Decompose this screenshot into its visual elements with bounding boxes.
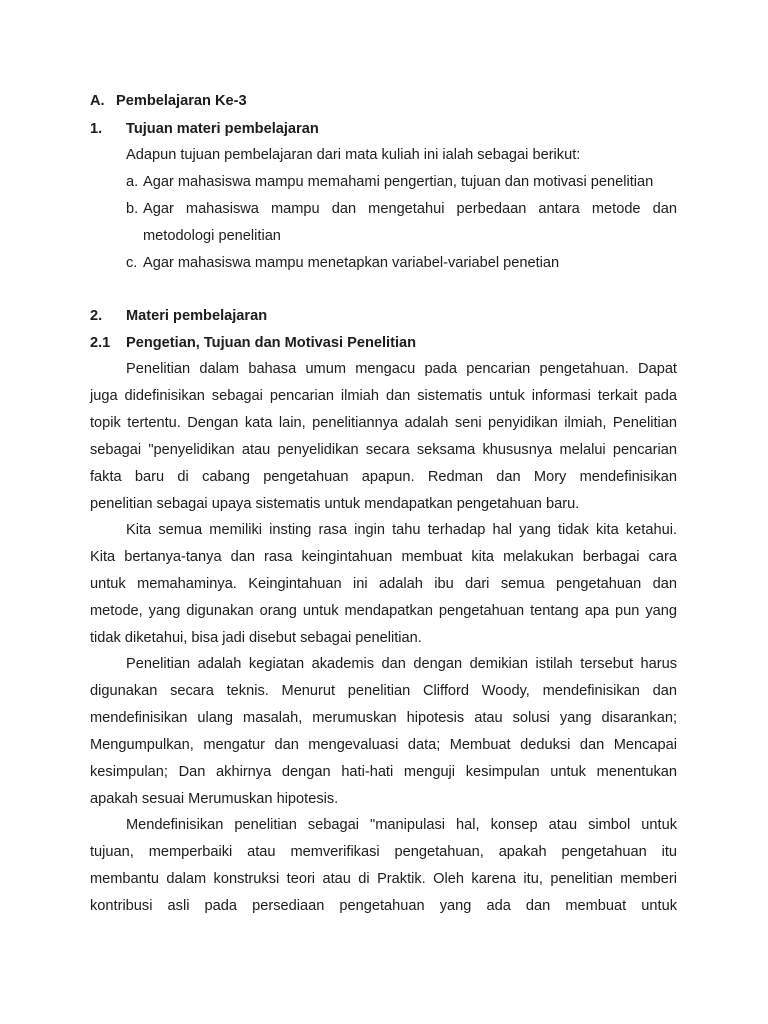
paragraph-4-line: kontribusi asli pada persediaan pengetahuan yang ada dan membuat untuk <box>90 898 677 914</box>
paragraph-1-line: penelitian sebagai upaya sistematis untuk mendapatkan pengetahuan baru. <box>90 496 580 512</box>
paragraph-1-line: juga didefinisikan sebagai pencarian ilmiah dan sistematis untuk informasi terkait pada <box>90 388 677 404</box>
paragraph-3-line: Mengumpulkan, mengatur dan mengevaluasi data; Membuat deduksi dan Mencapai <box>90 737 677 753</box>
section-1-title: Tujuan materi pembelajaran <box>126 121 319 137</box>
section-1-intro: Adapun tujuan pembelajaran dari mata kuliah ini ialah sebagai berikut: <box>126 147 581 163</box>
list-item-a-text: Agar mahasiswa mampu memahami pengertian, tujuan dan motivasi penelitian <box>143 174 654 190</box>
paragraph-1-line: fakta baru di cabang pengetahuan apapun. Redman dan Mory mendefinisikan <box>90 469 677 485</box>
list-item-b-text-line2: metodologi penelitian <box>143 228 281 244</box>
paragraph-3-line: digunakan secara teknis. Menurut penelitian Clifford Woody, mendefinisikan dan <box>90 683 677 699</box>
paragraph-3-line: Penelitian adalah kegiatan akademis dan dengan demikian istilah tersebut harus <box>126 656 677 672</box>
list-item-c-text: Agar mahasiswa mampu menetapkan variabel-variabel penetian <box>143 255 560 271</box>
paragraph-4-line: tujuan, memperbaiki atau memverifikasi pengetahuan, apakah pengetahuan itu <box>90 844 677 860</box>
paragraph-2-line: Kita bertanya-tanya dan rasa keingintahuan membuat kita melakukan berbagai cara <box>90 549 677 565</box>
paragraph-1-line: sebagai "penyelidikan atau penyelidikan secara seksama khususnya melalui pencarian <box>90 442 677 458</box>
paragraph-2-line: untuk memahaminya. Keingintahuan ini adalah ibu dari semua pengetahuan dan <box>90 576 677 592</box>
section-a-marker: A. <box>90 93 105 109</box>
section-2-title: Materi pembelajaran <box>126 308 268 324</box>
section-1-number: 1. <box>90 121 103 137</box>
paragraph-3-line: mendefinisikan ulang masalah, merumuskan hipotesis atau solusi yang disarankan; <box>90 710 677 726</box>
paragraph-3-line: apakah sesuai Merumuskan hipotesis. <box>90 791 339 807</box>
paragraph-4-line: Mendefinisikan penelitian sebagai "manipulasi hal, konsep atau simbol untuk <box>126 817 677 833</box>
paragraph-2-line: Kita semua memiliki insting rasa ingin tahu terhadap hal yang tidak kita ketahui. <box>126 522 677 538</box>
paragraph-2-line: tidak diketahui, bisa jadi disebut sebagai penelitian. <box>90 630 422 646</box>
paragraph-3-line: kesimpulan; Dan akhirnya dengan hati-hati menguji kesimpulan untuk menentukan <box>90 764 677 780</box>
section-a-title: Pembelajaran Ke-3 <box>116 93 247 109</box>
paragraph-1-line: Penelitian dalam bahasa umum mengacu pada pencarian pengetahuan. Dapat <box>126 361 677 377</box>
section-2-1-number: 2.1 <box>90 335 111 351</box>
paragraph-2-line: metode, yang digunakan orang untuk mendapatkan pengetahuan tentang apa pun yang <box>90 603 677 619</box>
paragraph-4-line: membantu dalam konstruksi teori atau di Praktik. Oleh karena itu, penelitian memberi <box>90 871 677 887</box>
list-item-c-marker: c. <box>126 255 138 271</box>
paragraph-1-line: topik tertentu. Dengan kata lain, penelitiannya adalah seni penyidikan ilmiah, Penelitian <box>90 415 677 431</box>
section-2-1-title: Pengetian, Tujuan dan Motivasi Penelitian <box>126 335 417 351</box>
list-item-b-text-line1: Agar mahasiswa mampu dan mengetahui perbedaan antara metode dan <box>143 201 677 217</box>
section-2-number: 2. <box>90 308 103 324</box>
list-item-b-marker: b. <box>126 201 139 217</box>
list-item-a-marker: a. <box>126 174 139 190</box>
